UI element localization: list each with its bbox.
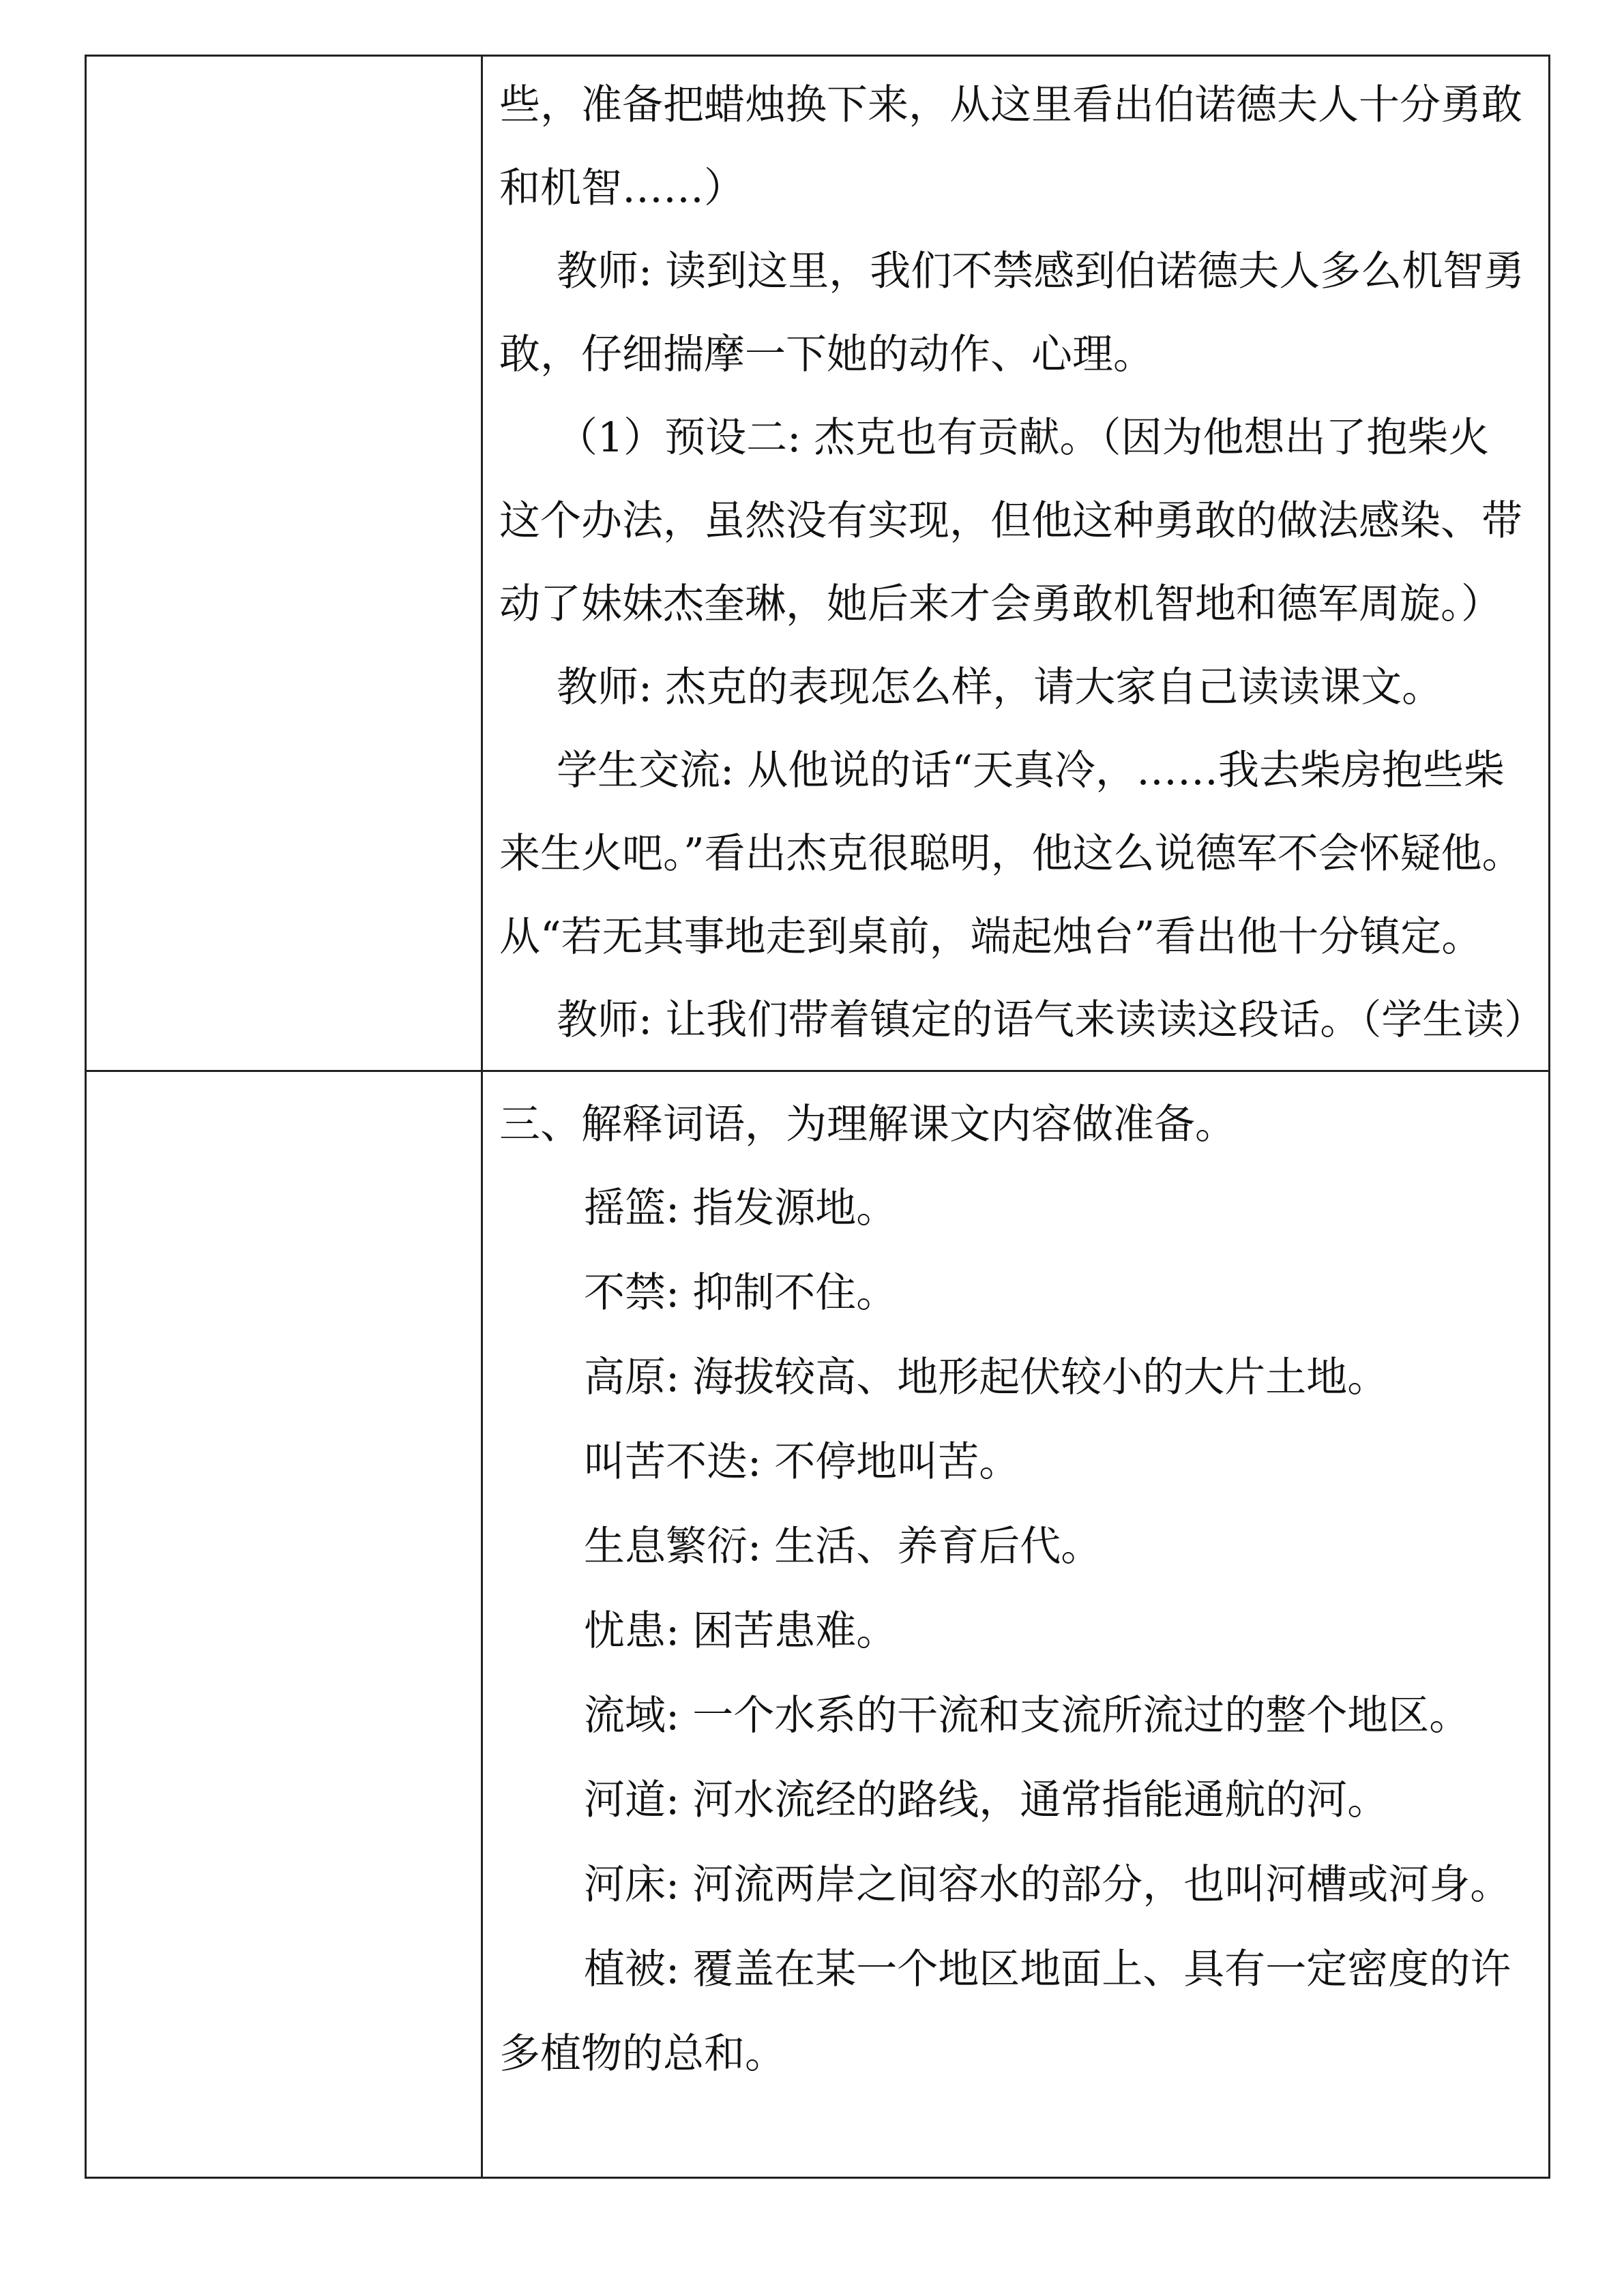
paragraph-continued: 些，准备把蜡烛换下来，从这里看出伯诺德夫人十分勇敢和机智……）: [499, 81, 1522, 212]
lesson-plan-table: [85, 55, 1550, 2179]
section-heading: 三、解释词语，为理解课文内容做准备。: [499, 1101, 1236, 1148]
vocab-item: 河道: 河水流经的路线，通常指能通航的河。: [584, 1776, 1389, 1824]
left-column-cell: [86, 1071, 482, 2178]
content-cell: [482, 1071, 1550, 2178]
content-cell: [482, 56, 1550, 1071]
content-body: [483, 57, 1548, 1062]
vocab-item: 不禁: 抑制不住。: [584, 1269, 898, 1317]
table-row: [86, 56, 1550, 1071]
teacher-prompt: 教师: 杰克的表现怎么样，请大家自己读读课文。: [557, 664, 1443, 711]
table-row: [86, 1071, 1550, 2178]
vocab-item: 叫苦不迭: 不停地叫苦。: [584, 1438, 1020, 1486]
preset-two: （1）预设二: 杰克也有贡献。（因为他想出了抱柴火这个办法，虽然没有实现，但他这种勇敢的做法感染、带动了妹妹杰奎琳，她后来才会勇敢机智地和德军周旋。）: [499, 414, 1522, 628]
teacher-remark: 教师: 读到这里，我们不禁感到伯诺德夫人多么机智勇敢，仔细揣摩一下她的动作、心理。: [499, 248, 1525, 378]
left-column-cell: [86, 56, 482, 1071]
vocab-item: 流域: 一个水系的干流和支流所流过的整个地区。: [584, 1692, 1471, 1740]
student-discussion: 学生交流: 从他说的话“天真冷，……我去柴房抱些柴来生火吧。”看出杰克很聪明，他这么说德军不会怀疑他。从“若无其事地走到桌前，端起烛台”看出他十分镇定。: [499, 747, 1523, 961]
content-body: [483, 1072, 1548, 2096]
teacher-reading-instruction: 教师: 让我们带着镇定的语气来读读这段话。（学生读）: [557, 996, 1546, 1044]
vocab-item: 忧患: 困苦患难。: [584, 1607, 898, 1655]
vocab-item: 高原: 海拔较高、地形起伏较小的大片土地。: [584, 1354, 1389, 1401]
vocab-item: 生息繁衍: 生活、养育后代。: [584, 1523, 1102, 1570]
vocab-item: 摇篮: 指发源地。: [584, 1184, 898, 1232]
vocab-item: 植被: 覆盖在某一个地区地面上、具有一定密度的许多植物的总和。: [499, 1945, 1511, 2078]
vocab-item: 河床: 河流两岸之间容水的部分，也叫河槽或河身。: [584, 1861, 1511, 1909]
